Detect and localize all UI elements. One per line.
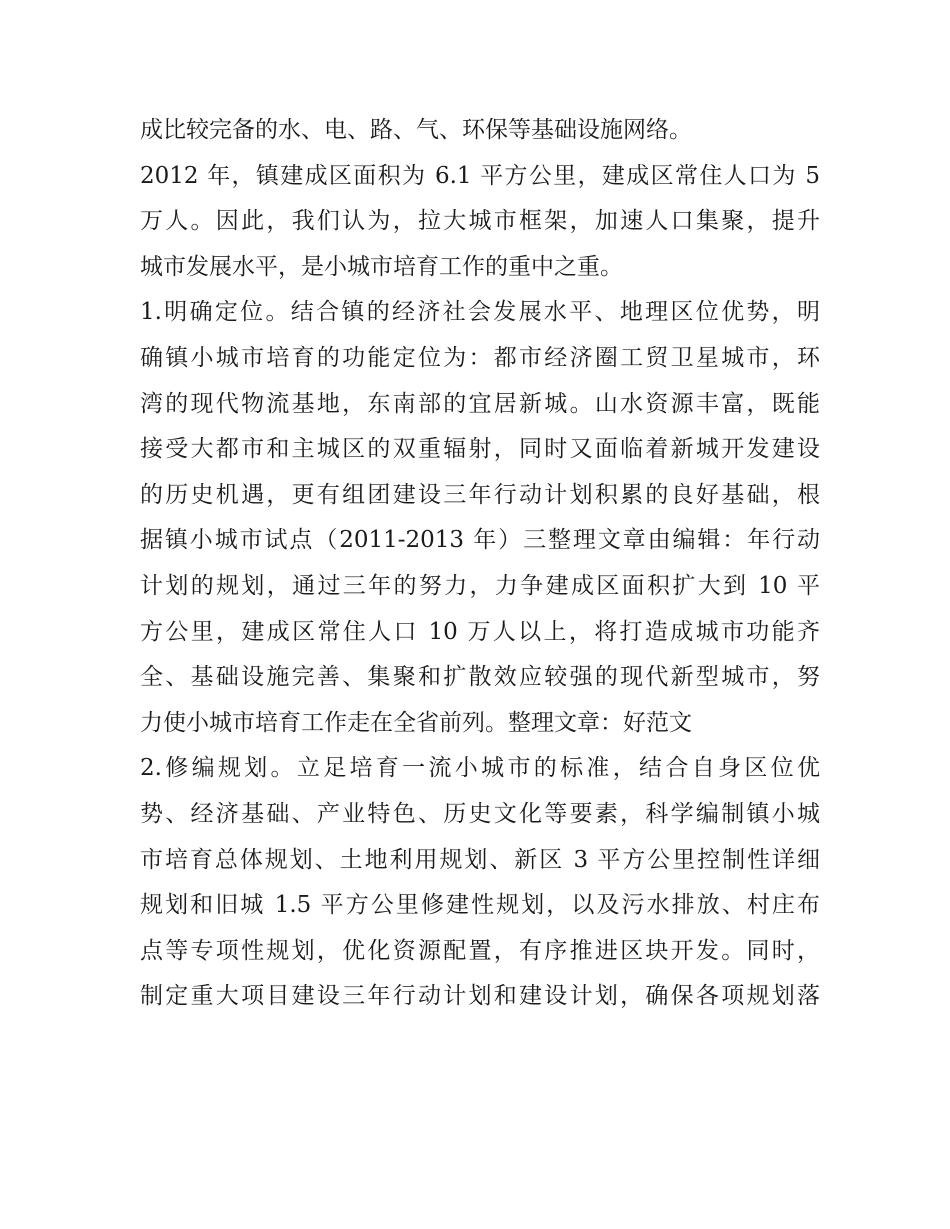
text-line: 城市发展水平，是小城市培育工作的重中之重。 [140, 253, 623, 280]
text-line: 势、经济基础、产业特色、历史文化等要素，科学编制镇小城 [140, 800, 820, 827]
text-line: 制定重大项目建设三年行动计划和建设计划，确保各项规划落 [140, 983, 820, 1010]
text-line: 全、基础设施完善、集聚和扩散效应较强的现代新型城市，努 [140, 664, 820, 691]
text-line: 点等专项性规划，优化资源配置，有序推进区块开发。同时， [140, 937, 820, 964]
text-line: 1.明确定位。结合镇的经济社会发展水平、地理区位优势，明 [140, 299, 820, 326]
text-line: 方公里，建成区常住人口 10 万人以上，将打造成城市功能齐 [140, 618, 820, 645]
text-line: 2.修编规划。立足培育一流小城市的标准，结合自身区位优 [140, 755, 820, 782]
text-line: 的历史机遇，更有组团建设三年行动计划积累的良好基础，根 [140, 481, 820, 508]
text-line: 万人。因此，我们认为，拉大城市框架，加速人口集聚，提升 [140, 208, 820, 235]
text-line: 湾的现代物流基地，东南部的宜居新城。山水资源丰富，既能 [140, 390, 820, 417]
text-line: 计划的规划，通过三年的努力，力争建成区面积扩大到 10 平 [140, 572, 820, 599]
text-line: 市培育总体规划、土地利用规划、新区 3 平方公里控制性详细 [140, 846, 820, 873]
text-line: 规划和旧城 1.5 平方公里修建性规划，以及污水排放、村庄布 [140, 892, 820, 919]
text-line: 力使小城市培育工作走在全省前列。整理文章：好范文 [140, 709, 692, 736]
document-body [140, 108, 820, 1020]
text-line: 2012 年，镇建成区面积为 6.1 平方公里，建成区常住人口为 5 [140, 162, 820, 189]
text-line: 据镇小城市试点（2011-2013 年）三整理文章由编辑：年行动 [140, 527, 820, 554]
text-line: 确镇小城市培育的功能定位为：都市经济圈工贸卫星城市，环 [140, 344, 820, 371]
text-line: 成比较完备的水、电、路、气、环保等基础设施网络。 [140, 117, 692, 143]
text-line: 接受大都市和主城区的双重辐射，同时又面临着新城开发建设 [140, 436, 820, 463]
